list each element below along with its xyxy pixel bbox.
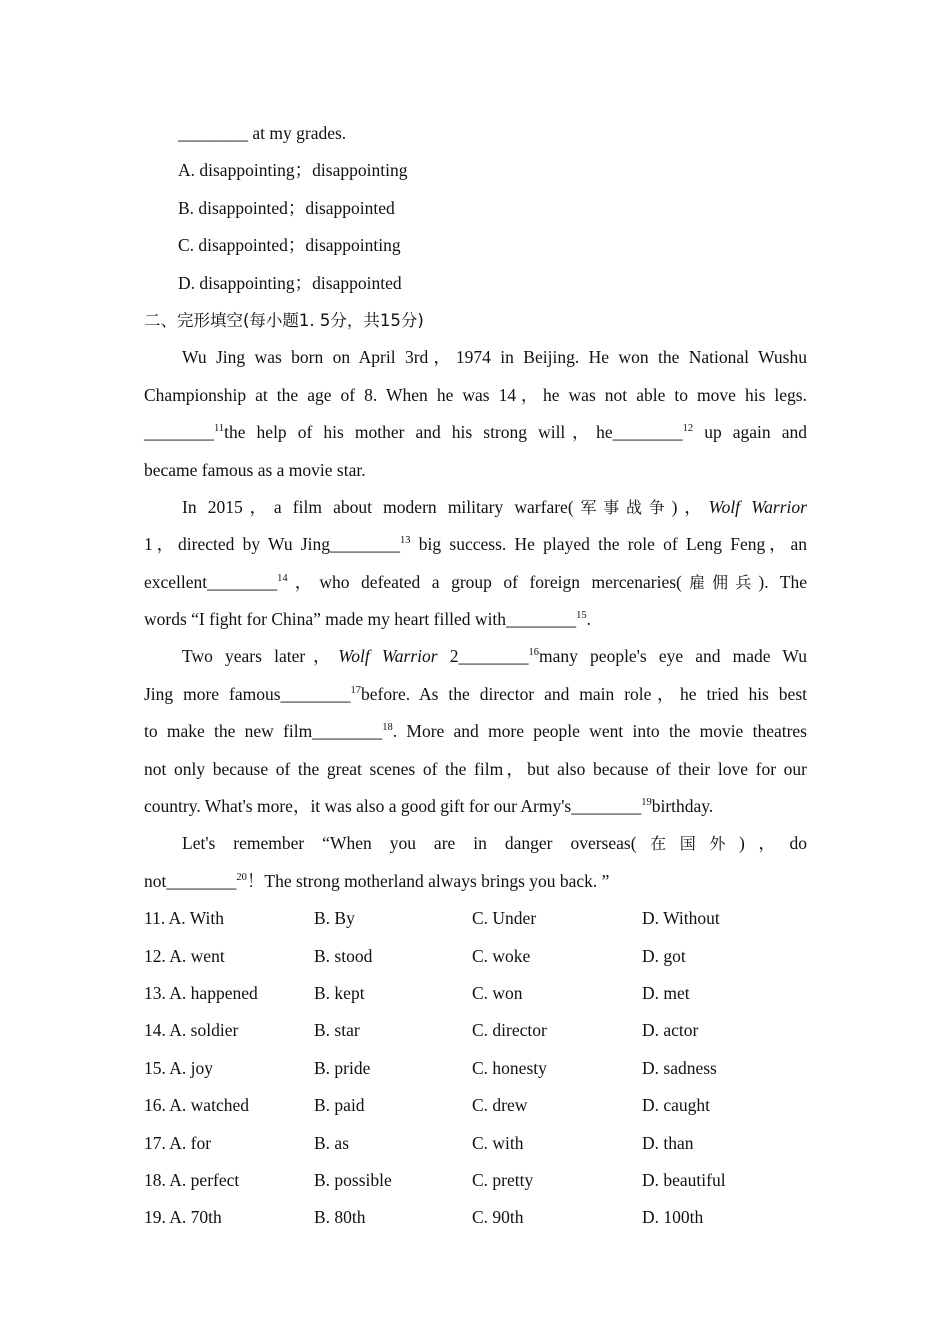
option-a: 13. A. happened: [144, 982, 258, 1003]
worksheet-page: [144, 115, 807, 1237]
option-a: 18. A. perfect: [144, 1169, 240, 1190]
question-row: [144, 975, 807, 1012]
question-row: [144, 1199, 807, 1236]
p2-line-3: excellent________$^{14}$，who defeated a group of foreign mercenaries(雇佣兵). The: [144, 571, 807, 592]
option-b: B. as: [314, 1132, 349, 1153]
blank-number: 11: [214, 423, 225, 435]
option-d: D. Without: [642, 908, 720, 929]
blank-number: 13: [400, 535, 411, 547]
blank: ________: [144, 422, 214, 443]
option-a: 12. A. went: [144, 945, 225, 966]
prev-question-tail: ________ at my grades.: [178, 123, 347, 143]
p3-line-3: to make the new film________$^{18}$. More and more people went into the movie theatres: [144, 721, 807, 742]
p3-line-5: country. What's more，it was also a good gift for our Army's________$^{19}$birthday.: [144, 796, 714, 817]
prev-option-a: A. disappointing；disappointing: [178, 160, 408, 181]
option-b: B. By: [314, 908, 355, 929]
p4-line-2: not________$^{20}$！The strong motherland always brings you back. ”: [144, 870, 610, 891]
question-row: [144, 1125, 807, 1162]
prev-option-c: C. disappointed；disappointing: [178, 235, 401, 256]
blank: ________: [207, 571, 278, 592]
film-title: Wolf Warrior: [708, 496, 807, 517]
option-a: 19. A. 70th: [144, 1207, 222, 1228]
blank-number: 18: [382, 722, 393, 734]
p1-line-1: Wu Jing was born on April 3rd，1974 in Beijing. He won the National Wushu: [182, 347, 807, 368]
p4-line-1: Let's remember “When you are in danger overseas(在国外)，do: [182, 833, 807, 854]
option-b: B. kept: [314, 982, 365, 1003]
blank-number: 15: [576, 610, 587, 622]
option-d: D. sadness: [642, 1057, 717, 1078]
blank: ________: [612, 422, 683, 443]
option-b: B. possible: [314, 1169, 392, 1190]
blank-number: 17: [350, 684, 362, 696]
option-c: C. Under: [472, 908, 537, 929]
p1-line-2: Championship at the age of 8. When he was 14，he was not able to move his legs.: [144, 384, 807, 405]
blank-number: 19: [641, 797, 652, 809]
option-c: C. woke: [472, 945, 531, 966]
section-heading-cloze: 二、完形填空(每小题1. 5分，共15分): [144, 310, 424, 330]
option-d: D. got: [642, 945, 686, 966]
blank: ________: [506, 609, 577, 630]
option-a: 11. A. With: [144, 908, 224, 929]
blank: ________: [166, 870, 237, 891]
blank-number: 12: [682, 423, 694, 435]
option-b: B. star: [314, 1020, 360, 1041]
p2-line-4: words “I fight for China” made my heart filled with________$^{15}$.: [144, 609, 591, 630]
option-b: B. paid: [314, 1095, 365, 1116]
option-c: C. with: [472, 1132, 524, 1153]
blank: ________: [571, 796, 642, 817]
blank: ________: [330, 534, 401, 555]
question-row: [144, 1012, 807, 1049]
blank: ________: [312, 721, 383, 742]
p2-line-2: 1，directed by Wu Jing________$^{13}$ big success. He played the role of Leng Feng，an: [144, 534, 807, 555]
option-d: D. than: [642, 1132, 694, 1153]
question-row: [144, 900, 807, 937]
p1-line-3: ________$^{11}$the help of his mother and his strong will，he________$^{12}$ up again and: [144, 422, 807, 443]
option-b: B. pride: [314, 1057, 371, 1078]
option-c: C. won: [472, 982, 523, 1003]
option-b: B. stood: [314, 945, 373, 966]
option-d: D. beautiful: [642, 1169, 726, 1190]
p3-line-2: Jing more famous________$^{17}$before. As the director and main role，he tried his best: [144, 683, 807, 704]
option-d: D. actor: [642, 1020, 699, 1041]
prev-option-d: D. disappointing；disappointed: [178, 272, 402, 293]
option-d: D. met: [642, 982, 690, 1003]
question-row: [144, 1087, 807, 1124]
p3-line-4: not only because of the great scenes of the film，but also because of their love for our: [144, 758, 807, 779]
option-c: C. 90th: [472, 1207, 524, 1228]
option-c: C. honesty: [472, 1057, 547, 1078]
p1-line-4: became famous as a movie star.: [144, 459, 366, 480]
option-d: D. 100th: [642, 1207, 704, 1228]
option-c: C. pretty: [472, 1169, 534, 1190]
question-row: [144, 1162, 807, 1199]
film-title: Wolf Warrior: [338, 646, 438, 667]
option-a: 16. A. watched: [144, 1095, 249, 1116]
blank-number: 20: [236, 871, 247, 883]
blank: ________: [280, 683, 351, 704]
option-b: B. 80th: [314, 1207, 366, 1228]
blank-number: 16: [528, 647, 540, 659]
p2-line-1: In 2015，a film about modern military warfare(军事战争)，Wolf Warrior: [182, 496, 807, 517]
option-c: C. director: [472, 1020, 547, 1041]
p3-line-1: Two years later，Wolf Warrior 2________$^{16}$many people's eye and made Wu: [182, 646, 807, 667]
blank: ________: [458, 646, 529, 667]
prev-option-b: B. disappointed；disappointed: [178, 197, 395, 218]
question-row: [144, 1050, 807, 1087]
option-a: 14. A. soldier: [144, 1020, 239, 1041]
blank-number: 14: [277, 572, 288, 584]
question-row: [144, 938, 807, 975]
option-d: D. caught: [642, 1095, 711, 1116]
option-a: 17. A. for: [144, 1132, 212, 1153]
option-a: 15. A. joy: [144, 1057, 214, 1078]
option-c: C. drew: [472, 1095, 528, 1116]
